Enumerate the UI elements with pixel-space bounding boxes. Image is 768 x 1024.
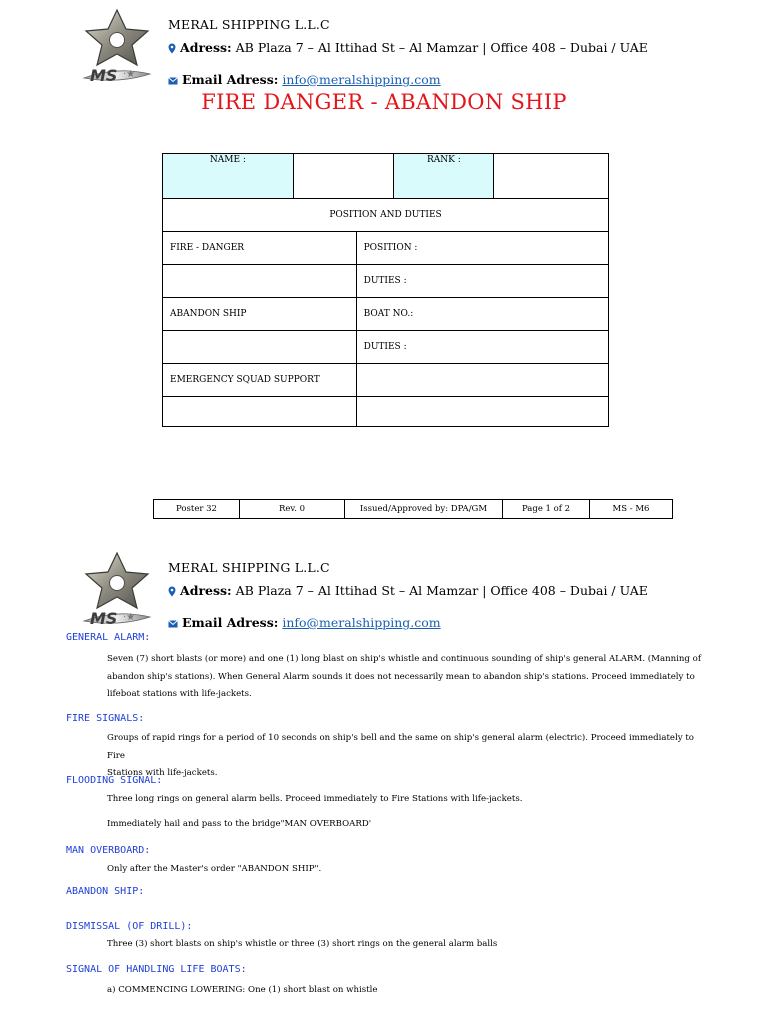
empty-cell[interactable] (356, 397, 608, 427)
boat-no-label: BOAT NO.: (356, 298, 608, 331)
email-label: Email Adress: (182, 615, 279, 630)
fire-signals-text: Groups of rapid rings for a period of 10 seconds on ship's bell and the same on ship's general alarm (electric). Proceed immediately to Fire Stations with life-jackets. (107, 733, 694, 778)
general-alarm-heading: GENERAL ALARM: (66, 632, 151, 643)
page1-header (0, 0, 768, 100)
fire-signals-heading: FIRE SIGNALS: (66, 713, 145, 724)
empty-cell[interactable] (356, 364, 608, 397)
fire-danger-label: FIRE - DANGER (163, 232, 357, 265)
page-number: Page 1 of 2 (503, 500, 590, 519)
email-link[interactable]: info@meralshipping.com (282, 615, 441, 630)
lifeboats-heading: SIGNAL OF HANDLING LIFE BOATS: (66, 964, 247, 975)
abandon-ship-heading: ABANDON SHIP: (66, 886, 145, 897)
name-value-cell[interactable] (293, 154, 394, 199)
envelope-icon (168, 620, 178, 628)
duties-label: DUTIES : (356, 331, 608, 364)
general-alarm-text: Seven (7) short blasts (or more) and one (1) long blast on ship's whistle and continuous sounding of ship's general ALARM. (Manning of abandon ship's stations). When General Alarm sounds it does not necessarily mean to abandon ship's stations. Proceed immediately to lifeboat stations with life-jackets. (107, 654, 702, 699)
location-pin-icon (168, 586, 176, 597)
address-line (168, 583, 648, 598)
envelope-icon (168, 77, 178, 85)
emergency-squad-label: EMERGENCY SQUAD SUPPORT (163, 364, 357, 397)
page2-header (0, 543, 768, 643)
address-line (168, 40, 648, 55)
document-footer (153, 499, 673, 519)
email-line (168, 72, 441, 87)
poster-number: Poster 32 (154, 500, 240, 519)
man-overboard-heading: MAN OVERBOARD: (66, 845, 151, 856)
address-label: Adress: (180, 40, 232, 55)
flooding-text-1: Three long rings on general alarm bells. Proceed immediately to Fire Stations with life-jackets. (107, 794, 523, 804)
lifeboats-text: a) COMMENCING LOWERING: One (1) short blast on whistle (107, 985, 378, 995)
rank-label-cell: RANK : (394, 154, 494, 199)
dismissal-text: Three (3) short blasts on ship's whistle or three (3) short rings on the general alarm balls (107, 939, 498, 949)
empty-cell[interactable] (163, 397, 357, 427)
svg-text:MS: MS (90, 66, 118, 85)
flooding-text-2: Immediately hail and pass to the bridge"MAN OVERBOARD' (107, 819, 372, 829)
company-logo (76, 551, 156, 635)
email-link[interactable]: info@meralshipping.com (282, 72, 441, 87)
flooding-signal-heading: FLOODING SIGNAL: (66, 775, 163, 786)
company-logo (76, 8, 156, 92)
rank-value-cell[interactable] (494, 154, 609, 199)
svg-text:·★: ·★ (123, 69, 136, 80)
page-title: FIRE DANGER - ABANDON SHIP (201, 90, 567, 114)
svg-text:MS: MS (90, 609, 118, 628)
duties-label: DUTIES : (356, 265, 608, 298)
abandon-ship-label: ABANDON SHIP (163, 298, 357, 331)
name-label-cell: NAME : (163, 154, 294, 199)
dismissal-heading: DISMISSAL (OF DRILL): (66, 921, 193, 932)
company-name: MERAL SHIPPING L.L.C (168, 17, 330, 32)
email-label: Email Adress: (182, 72, 279, 87)
empty-cell[interactable] (163, 265, 357, 298)
email-line (168, 615, 441, 630)
revision: Rev. 0 (240, 500, 345, 519)
document-code: MS - M6 (590, 500, 673, 519)
position-duties-table (162, 153, 609, 427)
position-duties-header: POSITION AND DUTIES (163, 199, 609, 232)
address-value: AB Plaza 7 – Al Ittihad St – Al Mamzar | Office 408 – Dubai / UAE (235, 583, 648, 598)
address-value: AB Plaza 7 – Al Ittihad St – Al Mamzar | Office 408 – Dubai / UAE (235, 40, 648, 55)
location-pin-icon (168, 43, 176, 54)
man-overboard-text: Only after the Master's order "ABANDON SHIP". (107, 864, 322, 874)
company-name: MERAL SHIPPING L.L.C (168, 560, 330, 575)
address-label: Adress: (180, 583, 232, 598)
issued-approved: Issued/Approved by: DPA/GM (345, 500, 503, 519)
position-label: POSITION : (356, 232, 608, 265)
svg-text:·★: ·★ (123, 612, 136, 623)
empty-cell[interactable] (163, 331, 357, 364)
